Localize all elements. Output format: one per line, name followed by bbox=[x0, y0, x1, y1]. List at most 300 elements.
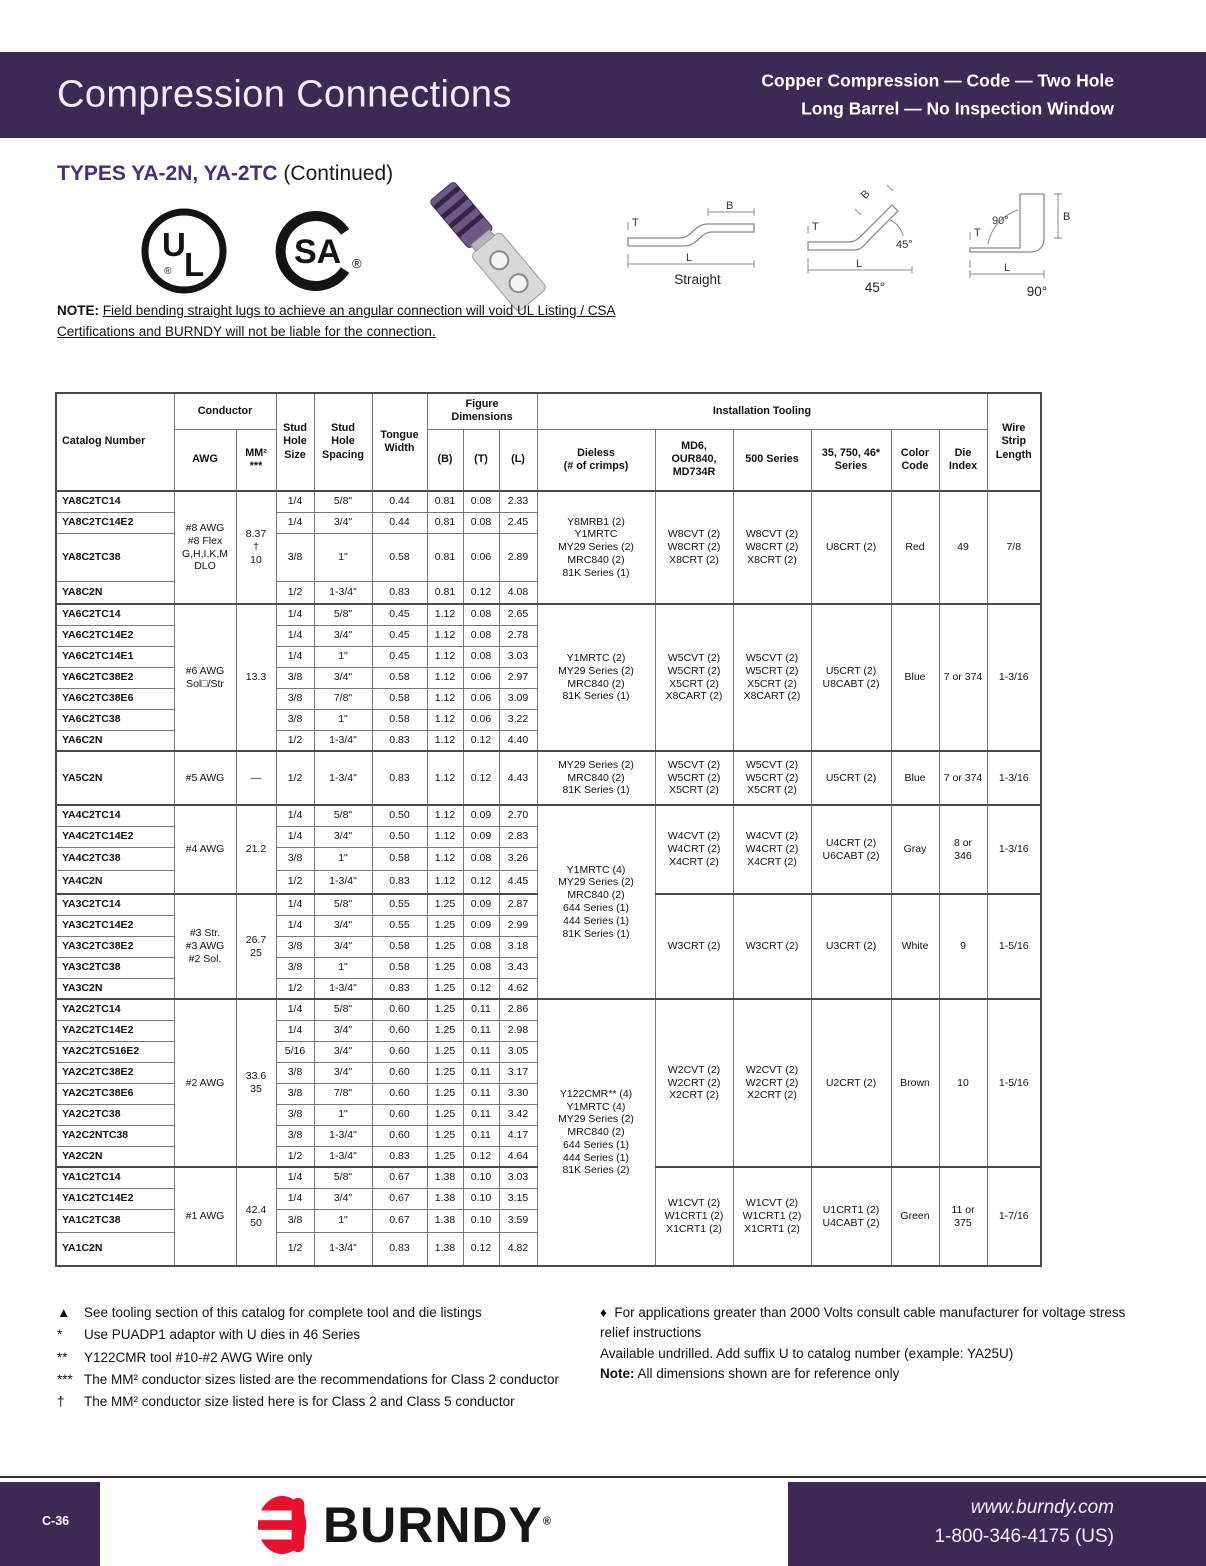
cell-dim-b: 1.25 bbox=[427, 1062, 463, 1083]
header-awg: AWG bbox=[174, 429, 236, 491]
cell-tongue-width: 0.60 bbox=[372, 1020, 427, 1041]
cell-color-code: Red bbox=[891, 491, 939, 604]
footnote-item bbox=[57, 1392, 602, 1412]
cell-stud-hole-size: 3/8 bbox=[276, 688, 314, 709]
cell-dim-l: 3.05 bbox=[499, 1041, 537, 1062]
angle-45-label: 45° bbox=[896, 239, 913, 251]
footnotes-left bbox=[57, 1303, 602, 1414]
cell-awg: #2 AWG bbox=[174, 999, 236, 1167]
cell-wire-strip-length: 7/8 bbox=[987, 491, 1041, 604]
cell-dim-b: 1.25 bbox=[427, 894, 463, 915]
cell-dim-b: 0.81 bbox=[427, 491, 463, 512]
cell-die-index: 7 or 374 bbox=[939, 751, 987, 805]
cell-stud-hole-size: 1/4 bbox=[276, 512, 314, 533]
cell-tongue-width: 0.67 bbox=[372, 1209, 427, 1232]
cell-catalog-number: YA1C2TC14 bbox=[56, 1167, 174, 1188]
cell-catalog-number: YA6C2TC14E1 bbox=[56, 646, 174, 667]
cell-dim-b: 1.25 bbox=[427, 1083, 463, 1104]
cell-35-750-46-series: U3CRT (2) bbox=[811, 894, 891, 999]
cell-catalog-number: YA4C2TC14E2 bbox=[56, 826, 174, 847]
svg-text:U: U bbox=[162, 226, 186, 263]
cell-dim-t: 0.09 bbox=[463, 894, 499, 915]
cell-tongue-width: 0.50 bbox=[372, 826, 427, 847]
cell-tongue-width: 0.58 bbox=[372, 957, 427, 978]
cell-dim-l: 2.65 bbox=[499, 604, 537, 625]
cell-catalog-number: YA2C2TC38 bbox=[56, 1104, 174, 1125]
footnote-text: The MM² conductor sizes listed are the recommendations for Class 2 conductor bbox=[84, 1371, 559, 1387]
cell-dim-b: 1.38 bbox=[427, 1209, 463, 1232]
cell-catalog-number: YA3C2TC14E2 bbox=[56, 915, 174, 936]
cell-catalog-number: YA3C2N bbox=[56, 978, 174, 999]
cell-dim-b: 1.12 bbox=[427, 709, 463, 730]
cell-dieless: MY29 Series (2) MRC840 (2) 81K Series (1) bbox=[537, 751, 655, 805]
cell-catalog-number: YA2C2TC38E6 bbox=[56, 1083, 174, 1104]
cell-dim-t: 0.12 bbox=[463, 978, 499, 999]
header-stud-hole-size: Stud Hole Size bbox=[276, 393, 314, 491]
cell-500-series: W1CVT (2) W1CRT1 (2) X1CRT1 (2) bbox=[733, 1167, 811, 1266]
cell-dim-t: 0.12 bbox=[463, 730, 499, 751]
cell-35-750-46-series: U2CRT (2) bbox=[811, 999, 891, 1167]
header-installation-tooling: Installation Tooling bbox=[537, 393, 987, 429]
table-header-row bbox=[56, 429, 1041, 491]
cell-color-code: Green bbox=[891, 1167, 939, 1266]
cell-catalog-number: YA3C2TC14 bbox=[56, 894, 174, 915]
cell-dim-t: 0.11 bbox=[463, 1041, 499, 1062]
cell-tongue-width: 0.58 bbox=[372, 847, 427, 870]
cell-die-index: 10 bbox=[939, 999, 987, 1167]
cell-tongue-width: 0.83 bbox=[372, 870, 427, 894]
cell-tongue-width: 0.55 bbox=[372, 915, 427, 936]
cell-color-code: White bbox=[891, 894, 939, 999]
cell-stud-hole-size: 3/8 bbox=[276, 1062, 314, 1083]
cell-stud-hole-spacing: 3/4" bbox=[314, 826, 372, 847]
cell-dim-t: 0.06 bbox=[463, 709, 499, 730]
cell-tongue-width: 0.60 bbox=[372, 1104, 427, 1125]
cell-dim-t: 0.06 bbox=[463, 667, 499, 688]
cell-dim-l: 3.43 bbox=[499, 957, 537, 978]
cell-catalog-number: YA2C2N bbox=[56, 1146, 174, 1167]
cell-awg: #8 AWG #8 Flex G,H,I,K,M DLO bbox=[174, 491, 236, 604]
cell-dim-b: 1.38 bbox=[427, 1188, 463, 1209]
cell-dim-l: 4.08 bbox=[499, 581, 537, 604]
cell-dim-b: 1.12 bbox=[427, 625, 463, 646]
cell-die-index: 9 bbox=[939, 894, 987, 999]
cell-tongue-width: 0.58 bbox=[372, 667, 427, 688]
cell-mm2: 13.3 bbox=[236, 604, 276, 751]
cell-tongue-width: 0.50 bbox=[372, 805, 427, 826]
cell-dim-b: 1.25 bbox=[427, 936, 463, 957]
angle-90-label: 90° bbox=[992, 215, 1009, 227]
cell-wire-strip-length: 1-3/16 bbox=[987, 604, 1041, 751]
cell-dim-t: 0.11 bbox=[463, 1104, 499, 1125]
cell-dim-b: 1.12 bbox=[427, 751, 463, 805]
cell-catalog-number: YA3C2TC38 bbox=[56, 957, 174, 978]
subtitle-line-1: Copper Compression — Code — Two Hole bbox=[761, 70, 1114, 91]
cell-catalog-number: YA6C2TC38E6 bbox=[56, 688, 174, 709]
cell-dim-l: 2.89 bbox=[499, 533, 537, 581]
cell-dim-t: 0.11 bbox=[463, 1062, 499, 1083]
cell-stud-hole-size: 1/4 bbox=[276, 826, 314, 847]
cell-dim-b: 1.38 bbox=[427, 1167, 463, 1188]
cell-mm2: — bbox=[236, 751, 276, 805]
footer-website: www.burndy.com bbox=[970, 1497, 1114, 1518]
footnote-text: Y122CMR tool #10-#2 AWG Wire only bbox=[84, 1349, 313, 1365]
cell-stud-hole-size: 3/8 bbox=[276, 847, 314, 870]
cell-stud-hole-spacing: 5/8" bbox=[314, 999, 372, 1020]
cell-dim-b: 1.12 bbox=[427, 604, 463, 625]
svg-text:B: B bbox=[726, 200, 734, 212]
section-heading-types: TYPES YA-2N, YA-2TC bbox=[57, 162, 278, 185]
cell-tongue-width: 0.67 bbox=[372, 1188, 427, 1209]
cell-dim-b: 1.38 bbox=[427, 1232, 463, 1266]
cell-stud-hole-size: 1/2 bbox=[276, 581, 314, 604]
cell-stud-hole-size: 1/4 bbox=[276, 1167, 314, 1188]
cell-catalog-number: YA8C2TC14E2 bbox=[56, 512, 174, 533]
cell-dim-t: 0.10 bbox=[463, 1209, 499, 1232]
table-row bbox=[56, 805, 1041, 826]
cell-dim-l: 2.70 bbox=[499, 805, 537, 826]
cell-stud-hole-size: 3/8 bbox=[276, 667, 314, 688]
cell-dim-t: 0.12 bbox=[463, 581, 499, 604]
cell-dim-b: 1.12 bbox=[427, 730, 463, 751]
cell-dim-l: 3.17 bbox=[499, 1062, 537, 1083]
footer-logo-panel bbox=[100, 1482, 788, 1566]
cell-tongue-width: 0.45 bbox=[372, 646, 427, 667]
cell-awg: #1 AWG bbox=[174, 1167, 236, 1266]
cell-dim-b: 1.25 bbox=[427, 999, 463, 1020]
header-stud-hole-spacing: Stud Hole Spacing bbox=[314, 393, 372, 491]
note-line-1: Field bending straight lugs to achieve an angular connection will void UL Listing / CSA bbox=[102, 303, 616, 318]
cell-tongue-width: 0.45 bbox=[372, 604, 427, 625]
cell-awg: #4 AWG bbox=[174, 805, 236, 894]
footnote-text: For applications greater than 2000 Volts consult cable manufacturer for voltage stress relief instructions bbox=[600, 1305, 1126, 1341]
cell-catalog-number: YA6C2TC14E2 bbox=[56, 625, 174, 646]
footer-phone: 1-800-346-4175 (US) bbox=[934, 1526, 1114, 1548]
footnote-item bbox=[57, 1325, 602, 1345]
cell-stud-hole-size: 1/4 bbox=[276, 491, 314, 512]
cell-dim-l: 3.09 bbox=[499, 688, 537, 709]
cell-dim-b: 1.25 bbox=[427, 1125, 463, 1146]
cell-stud-hole-size: 3/8 bbox=[276, 709, 314, 730]
cell-stud-hole-spacing: 3/4" bbox=[314, 1041, 372, 1062]
cell-md6: W1CVT (2) W1CRT1 (2) X1CRT1 (2) bbox=[655, 1167, 733, 1266]
footnote-text: The MM² conductor size listed here is for Class 2 and Class 5 conductor bbox=[84, 1394, 515, 1409]
cell-dim-b: 0.81 bbox=[427, 512, 463, 533]
header-mm2: MM² *** bbox=[236, 429, 276, 491]
cell-dim-t: 0.08 bbox=[463, 646, 499, 667]
footer-contact bbox=[934, 1493, 1114, 1552]
cell-dim-b: 0.81 bbox=[427, 533, 463, 581]
cell-stud-hole-size: 1/4 bbox=[276, 625, 314, 646]
cell-tongue-width: 0.83 bbox=[372, 751, 427, 805]
cell-500-series: W5CVT (2) W5CRT (2) X5CRT (2) bbox=[733, 751, 811, 805]
cell-dim-l: 2.45 bbox=[499, 512, 537, 533]
cell-dim-t: 0.08 bbox=[463, 957, 499, 978]
cell-dieless: Y122CMR** (4) Y1MRTC (4) MY29 Series (2) MRC840 (2) 644 Series (1) 444 Series (1) 81K Series (2) bbox=[537, 999, 655, 1266]
svg-text:B: B bbox=[1063, 211, 1071, 223]
cell-stud-hole-size: 3/8 bbox=[276, 1125, 314, 1146]
cell-stud-hole-spacing: 3/4" bbox=[314, 512, 372, 533]
diagram-straight-label: Straight bbox=[674, 272, 721, 287]
cell-dim-t: 0.08 bbox=[463, 491, 499, 512]
cell-500-series: W2CVT (2) W2CRT (2) X2CRT (2) bbox=[733, 999, 811, 1167]
cell-mm2: 42.4 50 bbox=[236, 1167, 276, 1266]
cell-dim-t: 0.11 bbox=[463, 1125, 499, 1146]
header-dim-b: (B) bbox=[427, 429, 463, 491]
cell-dim-l: 2.99 bbox=[499, 915, 537, 936]
footnote-item bbox=[57, 1348, 602, 1368]
cell-dim-b: 1.25 bbox=[427, 1146, 463, 1167]
cell-500-series: W5CVT (2) W5CRT (2) X5CRT (2) X8CART (2) bbox=[733, 604, 811, 751]
cell-dim-t: 0.08 bbox=[463, 625, 499, 646]
cell-stud-hole-size: 1/2 bbox=[276, 730, 314, 751]
cell-dim-t: 0.11 bbox=[463, 1083, 499, 1104]
cell-dim-l: 3.22 bbox=[499, 709, 537, 730]
cell-dim-b: 0.81 bbox=[427, 581, 463, 604]
cell-stud-hole-size: 1/4 bbox=[276, 646, 314, 667]
header-dim-t: (T) bbox=[463, 429, 499, 491]
cell-tongue-width: 0.60 bbox=[372, 1062, 427, 1083]
footnotes-right bbox=[600, 1303, 1135, 1384]
cell-tongue-width: 0.60 bbox=[372, 1083, 427, 1104]
footnote-marker: ♦ bbox=[600, 1305, 607, 1320]
diagram-45-icon bbox=[800, 176, 950, 278]
cell-catalog-number: YA6C2N bbox=[56, 730, 174, 751]
cell-mm2: 33.6 35 bbox=[236, 999, 276, 1167]
diagram-90-icon bbox=[962, 176, 1112, 282]
cell-die-index: 8 or 346 bbox=[939, 805, 987, 894]
cell-dim-l: 3.15 bbox=[499, 1188, 537, 1209]
section-heading-continued: (Continued) bbox=[277, 162, 394, 185]
cell-stud-hole-spacing: 7/8" bbox=[314, 1083, 372, 1104]
cell-stud-hole-spacing: 1-3/4" bbox=[314, 870, 372, 894]
diagram-90-label: 90° bbox=[1026, 284, 1048, 299]
catalog-table bbox=[55, 392, 1042, 1267]
cell-stud-hole-spacing: 1" bbox=[314, 847, 372, 870]
cell-stud-hole-spacing: 5/8" bbox=[314, 894, 372, 915]
page-title: Compression Connections bbox=[57, 73, 512, 116]
cell-dim-l: 4.43 bbox=[499, 751, 537, 805]
cell-dim-t: 0.08 bbox=[463, 604, 499, 625]
section-heading bbox=[57, 162, 393, 186]
cell-dim-l: 4.45 bbox=[499, 870, 537, 894]
cell-catalog-number: YA1C2TC38 bbox=[56, 1209, 174, 1232]
cell-dieless: Y1MRTC (2) MY29 Series (2) MRC840 (2) 81K Series (1) bbox=[537, 604, 655, 751]
cell-catalog-number: YA2C2NTC38 bbox=[56, 1125, 174, 1146]
cell-stud-hole-spacing: 1-3/4" bbox=[314, 1146, 372, 1167]
svg-text:SA: SA bbox=[294, 233, 342, 271]
cell-stud-hole-spacing: 5/8" bbox=[314, 1167, 372, 1188]
cell-stud-hole-spacing: 1-3/4" bbox=[314, 730, 372, 751]
cell-dim-l: 2.97 bbox=[499, 667, 537, 688]
cell-stud-hole-size: 1/2 bbox=[276, 751, 314, 805]
cell-35-750-46-series: U5CRT (2) bbox=[811, 751, 891, 805]
cell-dim-b: 1.25 bbox=[427, 978, 463, 999]
header-500-series: 500 Series bbox=[733, 429, 811, 491]
cell-awg: #6 AWG Sol□/Str bbox=[174, 604, 236, 751]
cell-dim-l: 3.03 bbox=[499, 1167, 537, 1188]
cell-tongue-width: 0.45 bbox=[372, 625, 427, 646]
cell-stud-hole-spacing: 1" bbox=[314, 1104, 372, 1125]
footer-band bbox=[0, 1482, 1206, 1566]
cell-stud-hole-spacing: 1-3/4" bbox=[314, 1125, 372, 1146]
cell-stud-hole-spacing: 5/8" bbox=[314, 805, 372, 826]
cell-dim-t: 0.09 bbox=[463, 915, 499, 936]
cell-catalog-number: YA6C2TC14 bbox=[56, 604, 174, 625]
cell-stud-hole-spacing: 1" bbox=[314, 709, 372, 730]
cell-tongue-width: 0.44 bbox=[372, 512, 427, 533]
burndy-logo-icon bbox=[255, 1494, 313, 1556]
svg-text:L: L bbox=[184, 246, 205, 283]
cell-stud-hole-size: 1/2 bbox=[276, 870, 314, 894]
cell-dim-l: 2.87 bbox=[499, 894, 537, 915]
cell-wire-strip-length: 1-3/16 bbox=[987, 751, 1041, 805]
svg-text:B: B bbox=[858, 187, 873, 202]
footnote-text: Use PUADP1 adaptor with U dies in 46 Series bbox=[84, 1327, 361, 1343]
cell-stud-hole-spacing: 3/4" bbox=[314, 667, 372, 688]
cell-catalog-number: YA2C2TC14E2 bbox=[56, 1020, 174, 1041]
cell-dim-l: 2.33 bbox=[499, 491, 537, 512]
cell-catalog-number: YA4C2TC38 bbox=[56, 847, 174, 870]
cell-dim-b: 1.25 bbox=[427, 957, 463, 978]
footnote-dimensions bbox=[600, 1364, 1135, 1384]
cell-tongue-width: 0.58 bbox=[372, 533, 427, 581]
cell-stud-hole-spacing: 1" bbox=[314, 957, 372, 978]
burndy-wordmark: BURNDY® bbox=[323, 1497, 553, 1553]
footer-rule bbox=[0, 1476, 1206, 1478]
cell-dim-l: 3.59 bbox=[499, 1209, 537, 1232]
cell-stud-hole-size: 3/8 bbox=[276, 1083, 314, 1104]
cell-dim-t: 0.08 bbox=[463, 512, 499, 533]
burndy-logo bbox=[255, 1494, 552, 1556]
footnote-text: See tooling section of this catalog for complete tool and die listings bbox=[84, 1305, 482, 1320]
cell-stud-hole-size: 1/2 bbox=[276, 1232, 314, 1266]
cell-stud-hole-spacing: 1-3/4" bbox=[314, 1232, 372, 1266]
cell-stud-hole-size: 3/8 bbox=[276, 957, 314, 978]
table-row bbox=[56, 604, 1041, 625]
cell-tongue-width: 0.83 bbox=[372, 1146, 427, 1167]
page-subtitle bbox=[761, 67, 1114, 124]
cell-stud-hole-spacing: 1" bbox=[314, 1209, 372, 1232]
cell-stud-hole-size: 1/4 bbox=[276, 915, 314, 936]
header-color-code: Color Code bbox=[891, 429, 939, 491]
cell-dim-t: 0.10 bbox=[463, 1188, 499, 1209]
cell-stud-hole-size: 3/8 bbox=[276, 533, 314, 581]
cell-dim-b: 1.12 bbox=[427, 870, 463, 894]
cell-catalog-number: YA8C2N bbox=[56, 581, 174, 604]
footnote-marker: * bbox=[57, 1327, 63, 1343]
cell-catalog-number: YA2C2TC38E2 bbox=[56, 1062, 174, 1083]
svg-text:T: T bbox=[974, 227, 981, 239]
cell-dim-l: 2.98 bbox=[499, 1020, 537, 1041]
diagram-45-label: 45° bbox=[864, 280, 886, 295]
cell-dim-t: 0.12 bbox=[463, 751, 499, 805]
cell-catalog-number: YA2C2TC14 bbox=[56, 999, 174, 1020]
cell-35-750-46-series: U1CRT1 (2) U4CABT (2) bbox=[811, 1167, 891, 1266]
registered-mark: ® bbox=[542, 1515, 553, 1528]
cell-dim-l: 4.62 bbox=[499, 978, 537, 999]
cell-stud-hole-size: 3/8 bbox=[276, 1209, 314, 1232]
cell-die-index: 49 bbox=[939, 491, 987, 604]
cell-stud-hole-spacing: 3/4" bbox=[314, 1020, 372, 1041]
cell-500-series: W3CRT (2) bbox=[733, 894, 811, 999]
cell-stud-hole-size: 1/4 bbox=[276, 805, 314, 826]
cell-dim-b: 1.12 bbox=[427, 667, 463, 688]
cell-dim-l: 2.86 bbox=[499, 999, 537, 1020]
cell-dieless: Y8MRB1 (2) Y1MRTC MY29 Series (2) MRC840 (2) 81K Series (1) bbox=[537, 491, 655, 604]
page-number: C-36 bbox=[42, 1514, 70, 1528]
cell-awg: #3 Str. #3 AWG #2 Sol. bbox=[174, 894, 236, 999]
footnote-marker: † bbox=[57, 1394, 65, 1409]
cell-stud-hole-spacing: 3/4" bbox=[314, 915, 372, 936]
table-row bbox=[56, 751, 1041, 805]
cell-tongue-width: 0.67 bbox=[372, 1167, 427, 1188]
cell-dim-t: 0.12 bbox=[463, 1146, 499, 1167]
svg-text:®: ® bbox=[352, 256, 362, 271]
cell-dim-b: 1.25 bbox=[427, 1104, 463, 1125]
cell-wire-strip-length: 1-7/16 bbox=[987, 1167, 1041, 1266]
csa-logo-icon bbox=[272, 208, 376, 294]
svg-text:T: T bbox=[812, 221, 819, 233]
cell-mm2: 8.37 † 10 bbox=[236, 491, 276, 604]
footnote-voltage bbox=[600, 1303, 1135, 1344]
table-row bbox=[56, 999, 1041, 1020]
cell-catalog-number: YA4C2TC14 bbox=[56, 805, 174, 826]
header-dieless: Dieless (# of crimps) bbox=[537, 429, 655, 491]
diagram-straight-icon bbox=[620, 196, 775, 274]
cell-md6: W3CRT (2) bbox=[655, 894, 733, 999]
cell-dim-t: 0.06 bbox=[463, 688, 499, 709]
cell-dim-b: 1.25 bbox=[427, 915, 463, 936]
footnote-item bbox=[57, 1303, 602, 1323]
cell-35-750-46-series: U5CRT (2) U8CABT (2) bbox=[811, 604, 891, 751]
cell-stud-hole-spacing: 1" bbox=[314, 646, 372, 667]
cell-tongue-width: 0.55 bbox=[372, 894, 427, 915]
header-md6: MD6, OUR840, MD734R bbox=[655, 429, 733, 491]
cell-dim-l: 3.03 bbox=[499, 646, 537, 667]
cell-catalog-number: YA4C2N bbox=[56, 870, 174, 894]
cell-dim-b: 1.12 bbox=[427, 805, 463, 826]
cell-tongue-width: 0.83 bbox=[372, 978, 427, 999]
cell-stud-hole-spacing: 1-3/4" bbox=[314, 751, 372, 805]
cell-catalog-number: YA2C2TC516E2 bbox=[56, 1041, 174, 1062]
cell-catalog-number: YA3C2TC38E2 bbox=[56, 936, 174, 957]
cell-wire-strip-length: 1-5/16 bbox=[987, 999, 1041, 1167]
cell-stud-hole-size: 1/4 bbox=[276, 1020, 314, 1041]
svg-text:T: T bbox=[632, 217, 639, 229]
cell-tongue-width: 0.83 bbox=[372, 1232, 427, 1266]
cell-catalog-number: YA1C2TC14E2 bbox=[56, 1188, 174, 1209]
cell-tongue-width: 0.83 bbox=[372, 581, 427, 604]
cell-dim-l: 3.18 bbox=[499, 936, 537, 957]
footnote-note-text: All dimensions shown are for reference only bbox=[634, 1365, 900, 1381]
cell-stud-hole-size: 5/16 bbox=[276, 1041, 314, 1062]
cell-stud-hole-spacing: 7/8" bbox=[314, 688, 372, 709]
cell-stud-hole-size: 1/2 bbox=[276, 978, 314, 999]
footnote-marker: ▲ bbox=[57, 1305, 71, 1320]
cell-500-series: W4CVT (2) W4CRT (2) X4CRT (2) bbox=[733, 805, 811, 894]
cell-dim-l: 4.17 bbox=[499, 1125, 537, 1146]
cell-dim-b: 1.12 bbox=[427, 847, 463, 870]
cell-dim-t: 0.06 bbox=[463, 533, 499, 581]
cell-stud-hole-spacing: 5/8" bbox=[314, 491, 372, 512]
cell-md6: W4CVT (2) W4CRT (2) X4CRT (2) bbox=[655, 805, 733, 894]
cell-md6: W5CVT (2) W5CRT (2) X5CRT (2) bbox=[655, 751, 733, 805]
header-figure-dimensions: Figure Dimensions bbox=[427, 393, 537, 429]
cell-color-code: Brown bbox=[891, 999, 939, 1167]
cell-stud-hole-spacing: 3/4" bbox=[314, 1062, 372, 1083]
cell-tongue-width: 0.60 bbox=[372, 999, 427, 1020]
